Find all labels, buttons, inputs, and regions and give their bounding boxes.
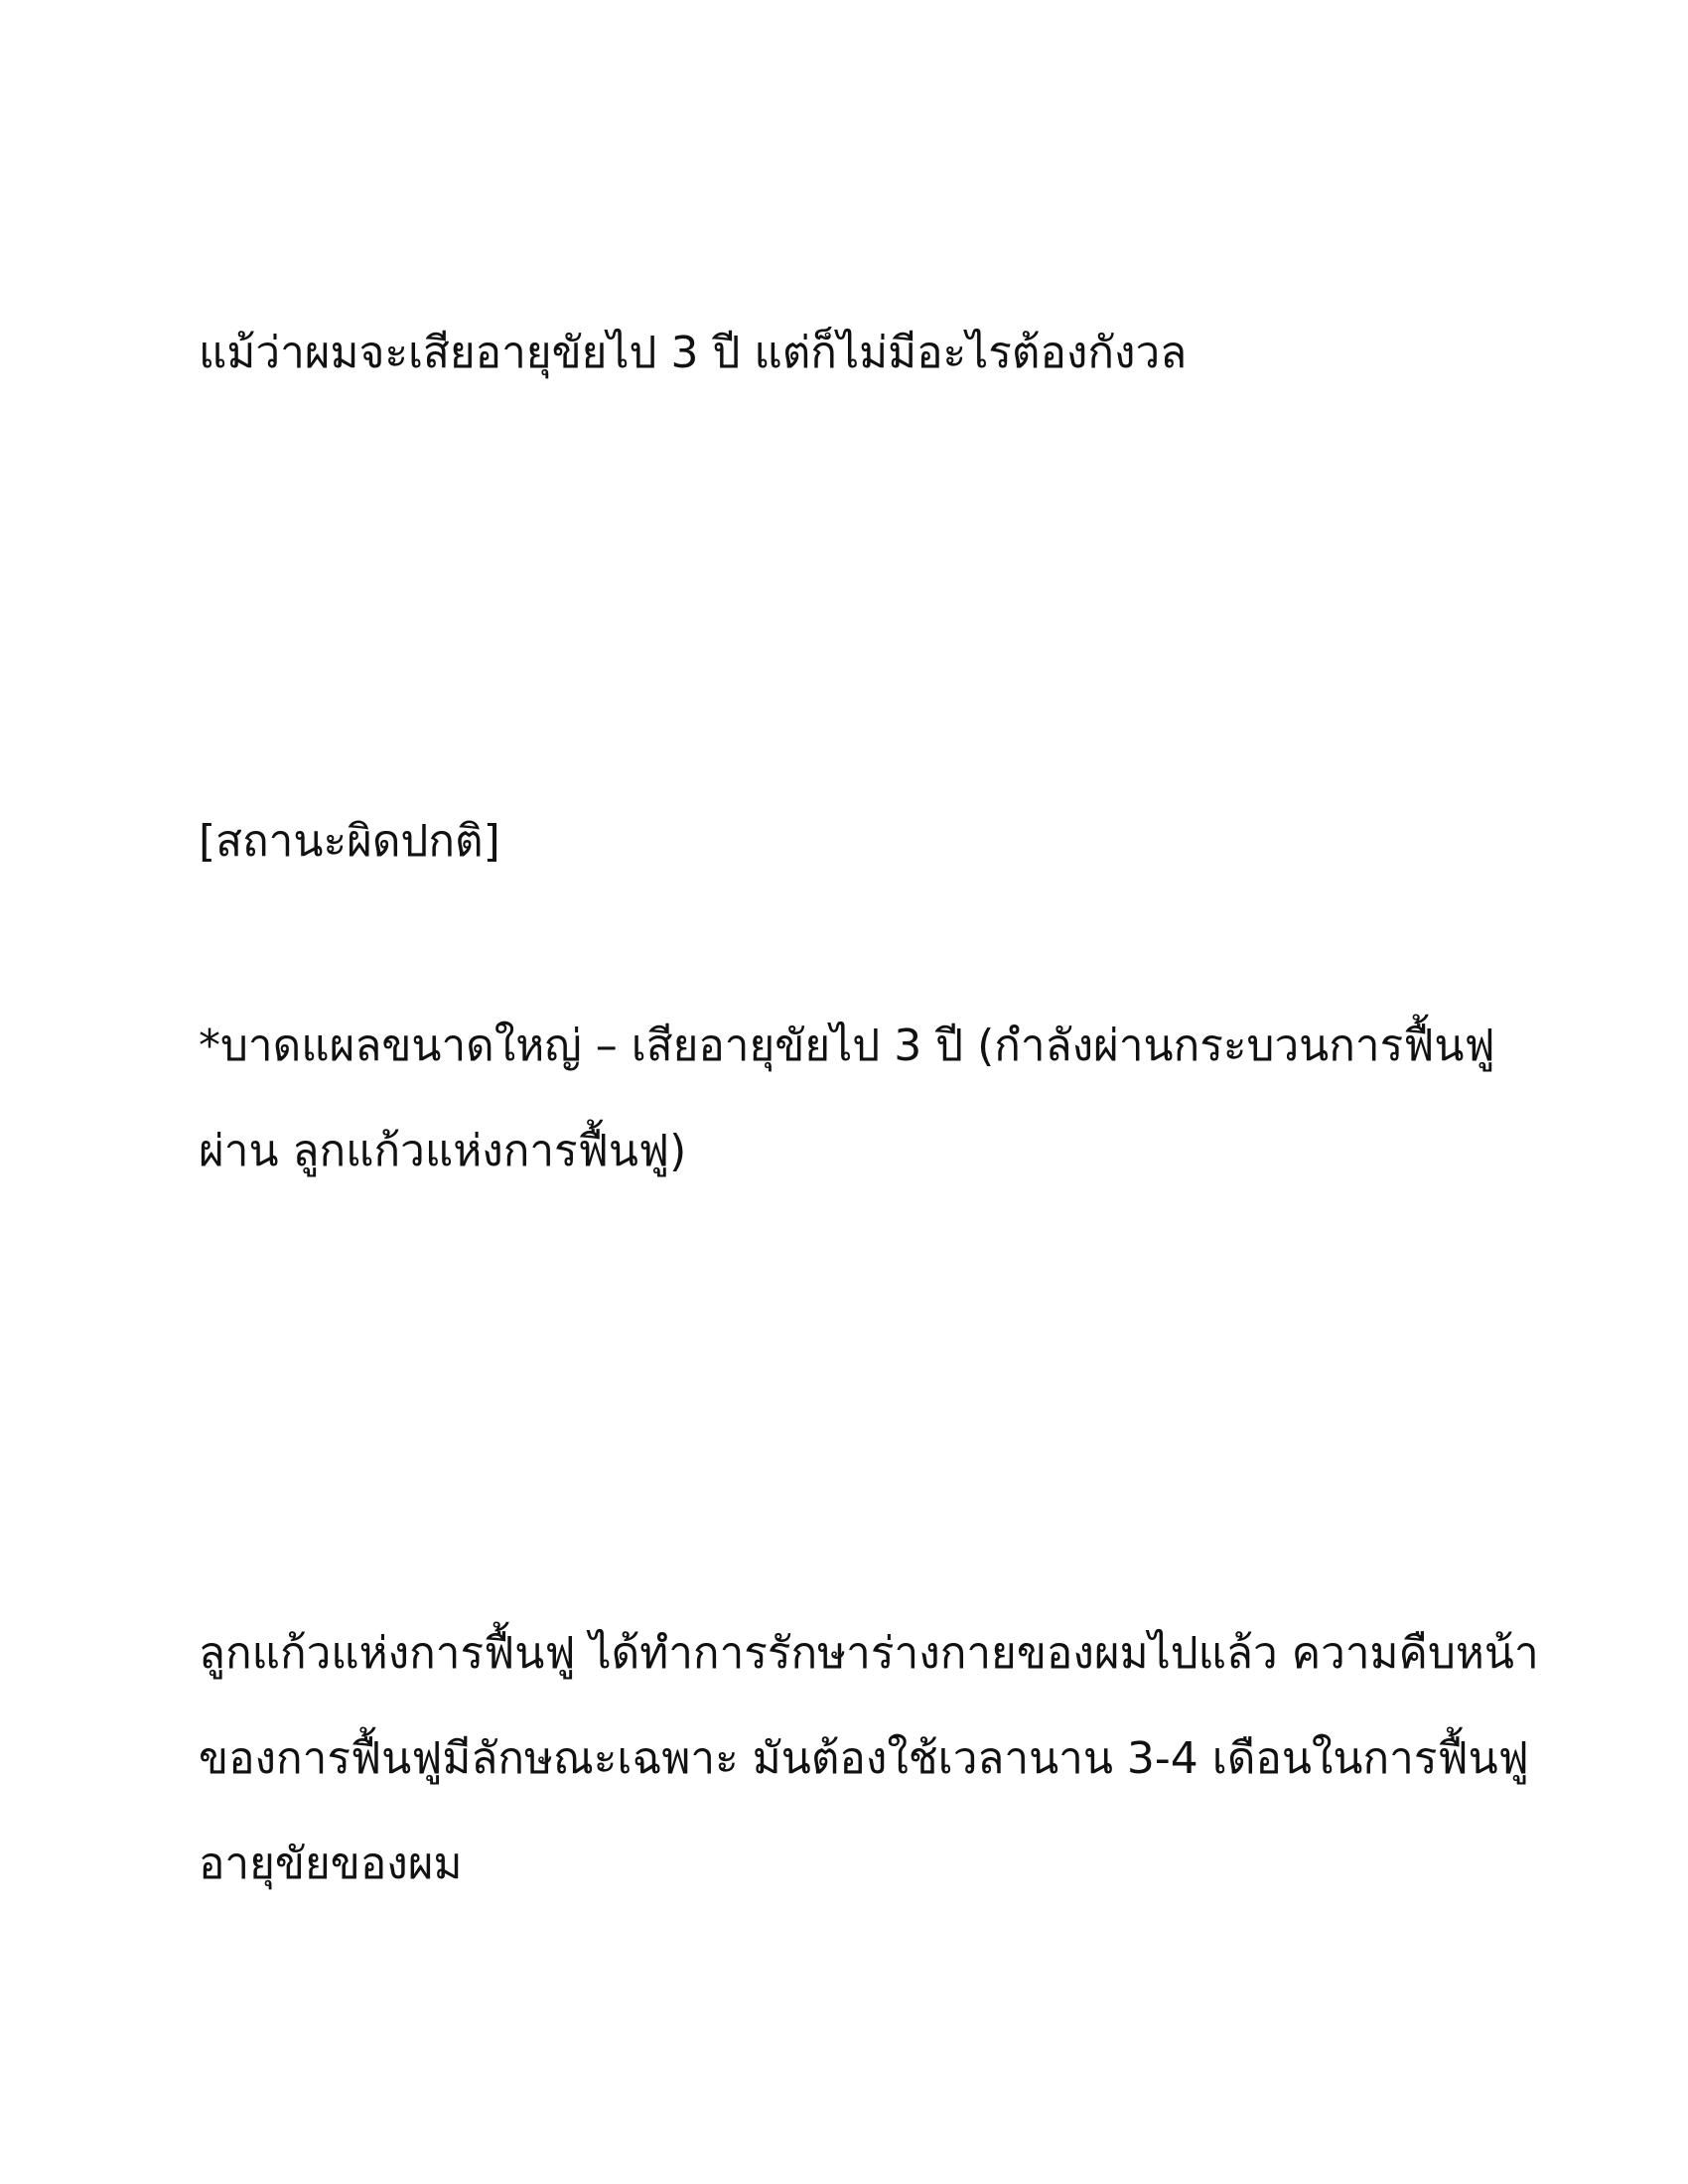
status-item-line: *บาดแผลขนาดใหญ่ – เสียอายุขัยไป 3 ปี (กำลังผ่านกระบวนการฟื้นฟู bbox=[199, 1021, 1495, 1071]
paragraph-line: อายุขัยของผม bbox=[199, 1839, 463, 1889]
paragraph-line: ของการฟื้นฟูมีลักษณะเฉพาะ มันต้องใช้เวลานาน 3-4 เดือนในการฟื้นฟู bbox=[199, 1733, 1529, 1784]
paragraph-line: แม้ว่าผมจะเสียอายุขัยไป 3 ปี แต่ก็ไม่มีอะไรต้องกังวล bbox=[199, 328, 1188, 378]
status-heading: [สถานะผิดปกติ] bbox=[199, 816, 500, 867]
status-item-line: ผ่าน ลูกแก้วแห่งการฟื้นฟู) bbox=[199, 1126, 687, 1176]
paragraph-line: ลูกแก้วแห่งการฟื้นฟู ได้ทำการรักษาร่างกายของผมไปแล้ว ความคืบหน้า bbox=[199, 1628, 1539, 1679]
